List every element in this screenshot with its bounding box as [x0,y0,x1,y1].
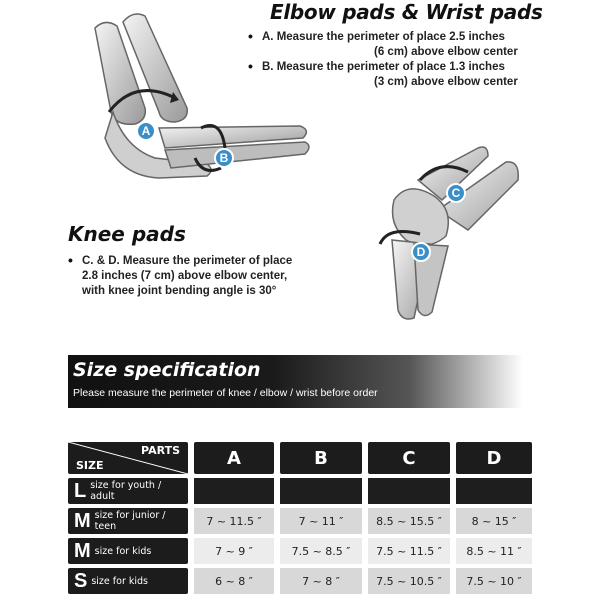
size-spec-banner [68,355,523,408]
col-header-c: C [368,442,450,474]
marker-a: A [136,121,156,141]
bullet-icon: • [68,252,73,268]
value-cell-d: 7.5 ~ 10 ″ [456,568,532,594]
size-desc: size for junior / teen [94,510,166,532]
size-letter: S [74,569,88,592]
value-cell-c: 7.5 ~ 11.5 ″ [368,538,450,564]
value-cell-c: 8.5 ~ 15.5 ″ [368,508,450,534]
knee-line2: 2.8 inches (7 cm) above elbow center, [82,270,288,282]
value-cell-b: 7 ~ 8 ″ [280,568,362,594]
value-cell-c [368,478,450,504]
value-cell-b [280,478,362,504]
value-cell-a: 6 ~ 8 ″ [194,568,274,594]
value-cell-d: 8 ~ 15 ″ [456,508,532,534]
col-header-a: A [194,442,274,474]
size-desc: size for kids [94,545,152,557]
elbow-item-b-line2: (3 cm) above elbow center [374,76,518,88]
size-letter: L [74,479,87,502]
size-cell [68,538,188,564]
value-cell-d [456,478,532,504]
size-label: SIZE [76,459,104,472]
value-cell-b: 7 ~ 11 ″ [280,508,362,534]
size-cell [68,478,188,504]
size-cell [68,568,188,594]
elbow-title: Elbow pads & Wrist pads [270,0,543,24]
table-row [68,508,532,534]
parts-size-corner [68,442,188,474]
elbow-item-a-line2: (6 cm) above elbow center [374,46,518,58]
knee-line3: with knee joint bending angle is 30° [82,285,277,297]
marker-b: B [214,148,234,168]
size-letter: M [74,509,91,532]
parts-label: PARTS [141,444,180,457]
size-desc: size for youth / adult [90,480,162,502]
size-letter: M [74,539,91,562]
knee-illustration [358,140,528,325]
table-row [68,568,532,594]
elbow-item-a-line1: A. Measure the perimeter of place 2.5 inches [262,31,505,43]
table-row [68,478,532,504]
value-cell-b: 7.5 ~ 8.5 ″ [280,538,362,564]
elbow-item-b [248,60,538,90]
table-row [68,538,532,564]
col-header-d: D [456,442,532,474]
elbow-item-b-line1: B. Measure the perimeter of place 1.3 inches [262,61,505,73]
size-spec-title: Size specification [73,359,261,381]
size-desc: size for kids [91,575,148,587]
value-cell-a: 7 ~ 9 ″ [194,538,274,564]
value-cell-c: 7.5 ~ 10.5 ″ [368,568,450,594]
bullet-icon: • [248,28,253,44]
marker-d: D [411,242,431,262]
col-header-b: B [280,442,362,474]
size-spec-subtitle: Please measure the perimeter of knee / elbow / wrist before order [73,387,378,399]
bullet-icon: • [248,58,253,74]
knee-line1: C. & D. Measure the perimeter of place [82,255,293,267]
elbow-item-a [248,30,538,60]
value-cell-d: 8.5 ~ 11 ″ [456,538,532,564]
knee-title: Knee pads [68,222,186,246]
size-cell [68,508,188,534]
value-cell-a: 7 ~ 11.5 ″ [194,508,274,534]
value-cell-a [194,478,274,504]
knee-item [68,254,338,299]
table-header-row [68,442,532,474]
marker-c: C [446,183,466,203]
